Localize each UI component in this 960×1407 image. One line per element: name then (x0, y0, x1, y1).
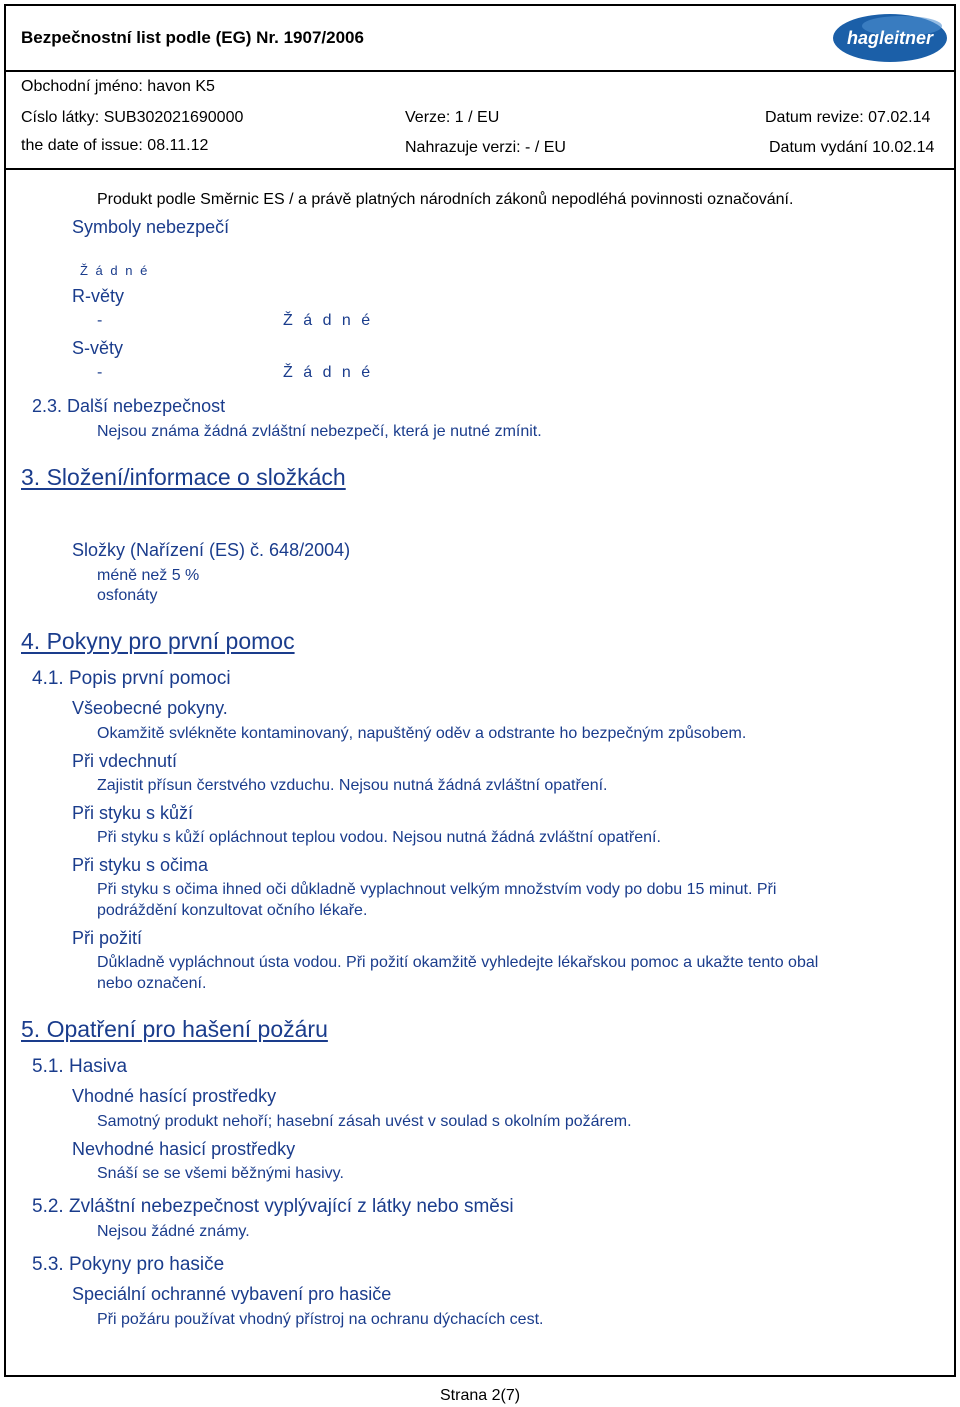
labeling-note: Produkt podle Směrnic ES / a právě platných národních zákonů nepodléhá povinnosti označování. (97, 191, 794, 208)
suitable-media-text: Samotný produkt nehoří; hasební zásah uvést v soulad s okolním požárem. (97, 1113, 632, 1130)
ppe-text: Při požáru používat vhodný přístroj na ochranu dýchacích cest. (97, 1311, 544, 1328)
unsuitable-media-heading: Nevhodné hasicí prostředky (72, 1139, 296, 1159)
component-name: osfonáty (97, 587, 158, 604)
general-heading: Všeobecné pokyny. (72, 698, 228, 718)
section-4-heading: 4. Pokyny pro první pomoc (21, 628, 295, 654)
r-phrases-dash: - (97, 312, 103, 329)
logo-text: hagleitner (846, 28, 934, 48)
section-5-2-text: Nejsou žádné známy. (97, 1223, 250, 1240)
general-text: Okamžitě svlékněte kontaminovaný, napuštěný oděv a odstrante ho bezpečným způsobem. (97, 725, 747, 742)
ingestion-text-line-1: Důkladně vypláchnout ústa vodou. Při požití okamžitě vyhledejte lékařskou pomoc a ukažte tento obal (97, 954, 819, 971)
ingestion-text-line-2: nebo označení. (97, 975, 207, 992)
section-5-1-heading: 5.1. Hasiva (32, 1056, 128, 1077)
replaces-version: Nahrazuje verzi: - / EU (405, 139, 566, 156)
section-5-heading: 5. Opatření pro hašení požáru (21, 1016, 328, 1042)
inhalation-text: Zajistit přísun čerstvého vzduchu. Nejsou nutná žádná zvláštní opatření. (97, 777, 608, 794)
hazard-symbols-value: Ž á d n é (80, 263, 150, 278)
s-phrases-heading: S-věty (72, 338, 124, 358)
ppe-heading: Speciální ochranné vybavení pro hasiče (72, 1284, 392, 1304)
r-phrases-value: Ž á d n é (283, 312, 374, 329)
section-2-3-heading: 2.3. Další nebezpečnost (32, 396, 226, 416)
s-phrases-value: Ž á d n é (283, 364, 374, 381)
component-amount: méně než 5 % (97, 567, 200, 584)
s-phrases-dash: - (97, 364, 103, 381)
unsuitable-media-text: Snáší se se všemi běžnými hasivy. (97, 1165, 344, 1182)
section-5-3-heading: 5.3. Pokyny pro hasiče (32, 1254, 225, 1275)
section-5-2-heading: 5.2. Zvláštní nebezpečnost vyplývající z látky nebo směsi (32, 1196, 514, 1217)
document-title: Bezpečnostní list podle (EG) Nr. 1907/2006 (21, 28, 364, 47)
eyes-text-line-1: Při styku s očima ihned oči důkladně vyplachnout velkým množstvím vody po dobu 15 minut. Při (97, 881, 777, 898)
hazard-symbols-heading: Symboly nebezpečí (72, 217, 230, 237)
hagleitner-logo (832, 8, 950, 66)
header-divider-top (4, 70, 956, 72)
section-3-heading: 3. Složení/informace o složkách (21, 464, 346, 490)
section-2-3-text: Nejsou známa žádná zvláštní nebezpečí, která je nutné zmínit. (97, 423, 542, 440)
suitable-media-heading: Vhodné hasící prostředky (72, 1086, 277, 1106)
page-number: Strana 2(7) (440, 1387, 521, 1404)
header-divider-bottom (4, 168, 956, 170)
inhalation-heading: Při vdechnutí (72, 751, 178, 771)
skin-text: Při styku s kůží opláchnout teplou vodou. Nejsou nutná žádná zvláštní opatření. (97, 829, 661, 846)
issue-date-cz: Datum vydání 10.02.14 (769, 139, 935, 156)
issue-date-en: the date of issue: 08.11.12 (21, 137, 209, 154)
revision-date: Datum revize: 07.02.14 (765, 109, 931, 126)
eyes-heading: Při styku s očima (72, 855, 209, 875)
eyes-text-line-2: podráždění konzultovat očního lékaře. (97, 902, 368, 919)
section-4-1-heading: 4.1. Popis první pomoci (32, 668, 231, 689)
substance-number: Císlo látky: SUB302021690000 (21, 109, 244, 126)
version: Verze: 1 / EU (405, 109, 500, 126)
trade-name: Obchodní jméno: havon K5 (21, 78, 215, 95)
ingestion-heading: Při požití (72, 928, 143, 948)
skin-heading: Při styku s kůží (72, 803, 194, 823)
components-heading: Složky (Nařízení (ES) č. 648/2004) (72, 540, 351, 560)
r-phrases-heading: R-věty (72, 286, 125, 306)
